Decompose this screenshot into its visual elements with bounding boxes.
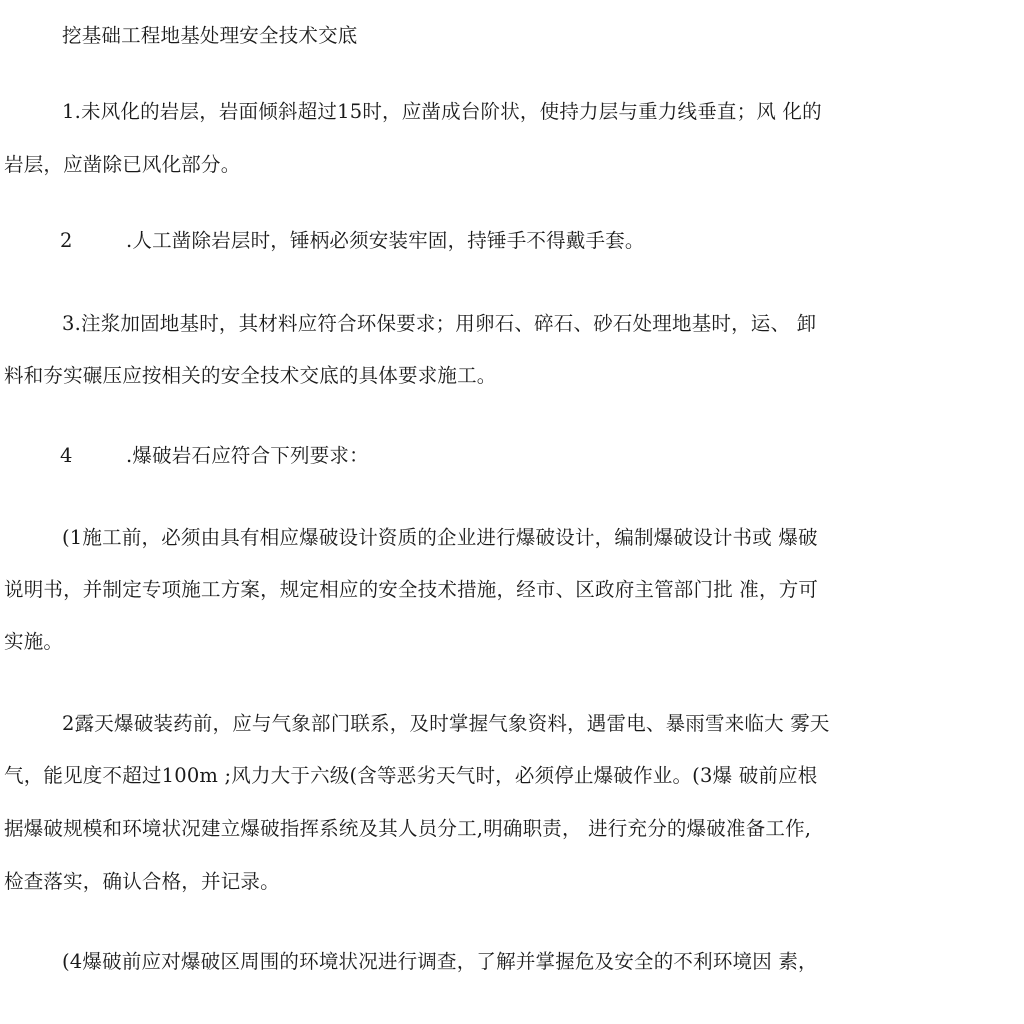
paragraph-3-line-1: 3.注浆加固地基时，其材料应符合环保要求；用卵石、碎石、砂石处理地基时，运、 卸 [62, 312, 817, 335]
paragraph-6-line-4: 检查落实，确认合格，并记录。 [4, 870, 280, 893]
paragraph-4-text: .爆破岩石应符合下列要求： [126, 444, 369, 467]
paragraph-6-line-2: 气，能见度不超过100m ;风力大于六级(含等恶劣天气时，必须停止爆破作业。(3爆 破前应根 [4, 764, 818, 787]
paragraph-5-line-1: (1施工前，必须由具有相应爆破设计资质的企业进行爆破设计，编制爆破设计书或 爆破 [62, 526, 818, 549]
paragraph-3-line-2: 料和夯实碾压应按相关的安全技术交底的具体要求施工。 [4, 364, 497, 387]
paragraph-2-text: .人工凿除岩层时，锤柄必须安装牢固，持锤手不得戴手套。 [126, 229, 645, 252]
item-number-4: 4 [60, 444, 73, 467]
paragraph-1-line-1: 1.未风化的岩层，岩面倾斜超过15时，应凿成台阶状，使持力层与重力线垂直；风 化的 [62, 100, 822, 123]
paragraph-2 [60, 227, 1024, 255]
paragraph-7-line-1: (4爆破前应对爆破区周围的环境状况进行调查，了解并掌握危及安全的不利环境因 素， [62, 950, 818, 973]
paragraph-1-line-2: 岩层，应凿除已风化部分。 [4, 153, 241, 176]
document-title: 挖基础工程地基处理安全技术交底 [62, 24, 358, 47]
paragraph-4 [60, 442, 1024, 470]
paragraph-5-line-2: 说明书，并制定专项施工方案，规定相应的安全技术措施，经市、区政府主管部门批 准，方可 [4, 578, 819, 601]
paragraph-6-line-1: 2露天爆破装药前，应与气象部门联系，及时掌握气象资料，遇雷电、暴雨雪来临大 雾天 [62, 712, 830, 735]
paragraph-5-line-3: 实施。 [4, 630, 64, 653]
paragraph-6-line-3: 据爆破规模和环境状况建立爆破指挥系统及其人员分工,明确职责， 进行充分的爆破准备工作, [4, 817, 812, 840]
item-number-2: 2 [60, 229, 73, 252]
